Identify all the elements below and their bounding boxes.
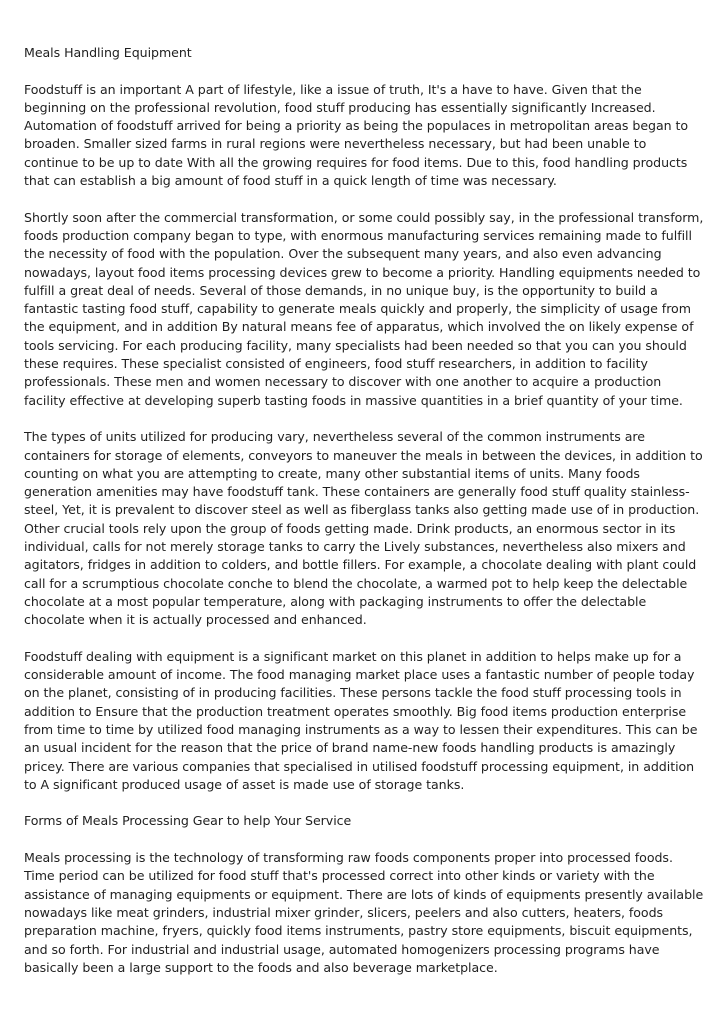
document-title: Meals Handling Equipment (24, 45, 192, 60)
document-body (24, 44, 704, 995)
paragraph-processing: Meals processing is the technology of transforming raw foods components proper into processed foods. Time period can be utilized for food stuff that's processed correct into other kinds or variety with the assistance of managing equipments or equipment. There are lots of kinds of equipments presently available nowadays like meat grinders, industrial mixer grinder, slicers, peelers and also cutters, heaters, foods preparation machine, fryers, quickly food items instruments, pastry store equipments, biscuit equipments, and so forth. For industrial and industrial usage, automated homogenizers processing programs have basically been a large support to the foods and also beverage marketplace. (24, 850, 704, 975)
paragraph-industrial-transformation: Shortly soon after the commercial transformation, or some could possibly say, in the professional transform, foods production company began to type, with enormous manufacturing services remaining made to fulfill the necessity of food with the population. Over the subsequent many years, and also even advancing nowadays, layout food items processing devices grew to become a priority. Handling equipments needed to fulfill a great deal of needs. Several of those demands, in no unique buy, is the opportunity to build a fantastic tasting food stuff, capability to generate meals quickly and properly, the simplicity of usage from the equipment, and in addition By natural means fee of apparatus, which involved the on likely expense of tools servicing. For each producing facility, many specialists had been needed so that you can you should these requires. These specialist consisted of engineers, food stuff researchers, in addition to facility professionals. These men and women necessary to discover with one another to acquire a production facility effective at developing superb tasting foods in massive quantities in a brief quantity of your time. (24, 209, 704, 408)
section-subheading: Forms of Meals Processing Gear to help Your Service (24, 813, 352, 829)
paragraph-market: Foodstuff dealing with equipment is a significant market on this planet in addition to helps make up for a considerable amount of income. The food managing market place uses a fantastic number of people today on the planet, consisting of in producing facilities. These persons tackle the food stuff processing tools in addition to Ensure that the production treatment operates smoothly. Big food items production enterprise from time to time by utilized food managing instruments as a way to lessen their expenditures. This can be an usual incident for the reason that the price of brand name-new foods handling products is amazingly pricey. There are various companies that specialised in utilised foodstuff processing equipment, in addition to A significant produced usage of asset is made use of storage tanks. (24, 648, 698, 792)
paragraph-intro: Foodstuff is an important A part of lifestyle, like a issue of truth, It's a have to have. Given that the beginning on the professional revolution, food stuff producing has essentially significantly Increased. Automation of foodstuff arrived for being a priority as being the populaces in metropolitan areas began to broaden. Smaller sized farms in rural regions were nevertheless necessary, but had been unable to continue to be up to date With all the growing requires for food items. Due to this, food handling products that can establish a big amount of food stuff in a quick length of time was necessary. (24, 81, 689, 189)
paragraph-equipment-types: The types of units utilized for producing vary, nevertheless several of the common instruments are containers for storage of elements, conveyors to maneuver the meals in between the devices, in addition to counting on what you are attempting to create, many other substantial items of units. Many foods generation amenities may have foodstuff tank. These containers are generally food stuff quality stainless-steel, Yet, it is prevalent to discover steel as well as fiberglass tanks also getting made use of in production. Other crucial tools rely upon the group of foods getting made. Drink products, an enormous sector in its individual, calls for not merely storage tanks to carry the Lively substances, nevertheless also mixers and agitators, fridges in addition to colders, and bottle fillers. For example, a chocolate dealing with plant could call for a scrumptious chocolate conche to blend the chocolate, a warmed pot to help keep the delectable chocolate at a most popular temperature, along with packaging instruments to offer the delectable chocolate when it is actually processed and enhanced. (24, 429, 703, 628)
